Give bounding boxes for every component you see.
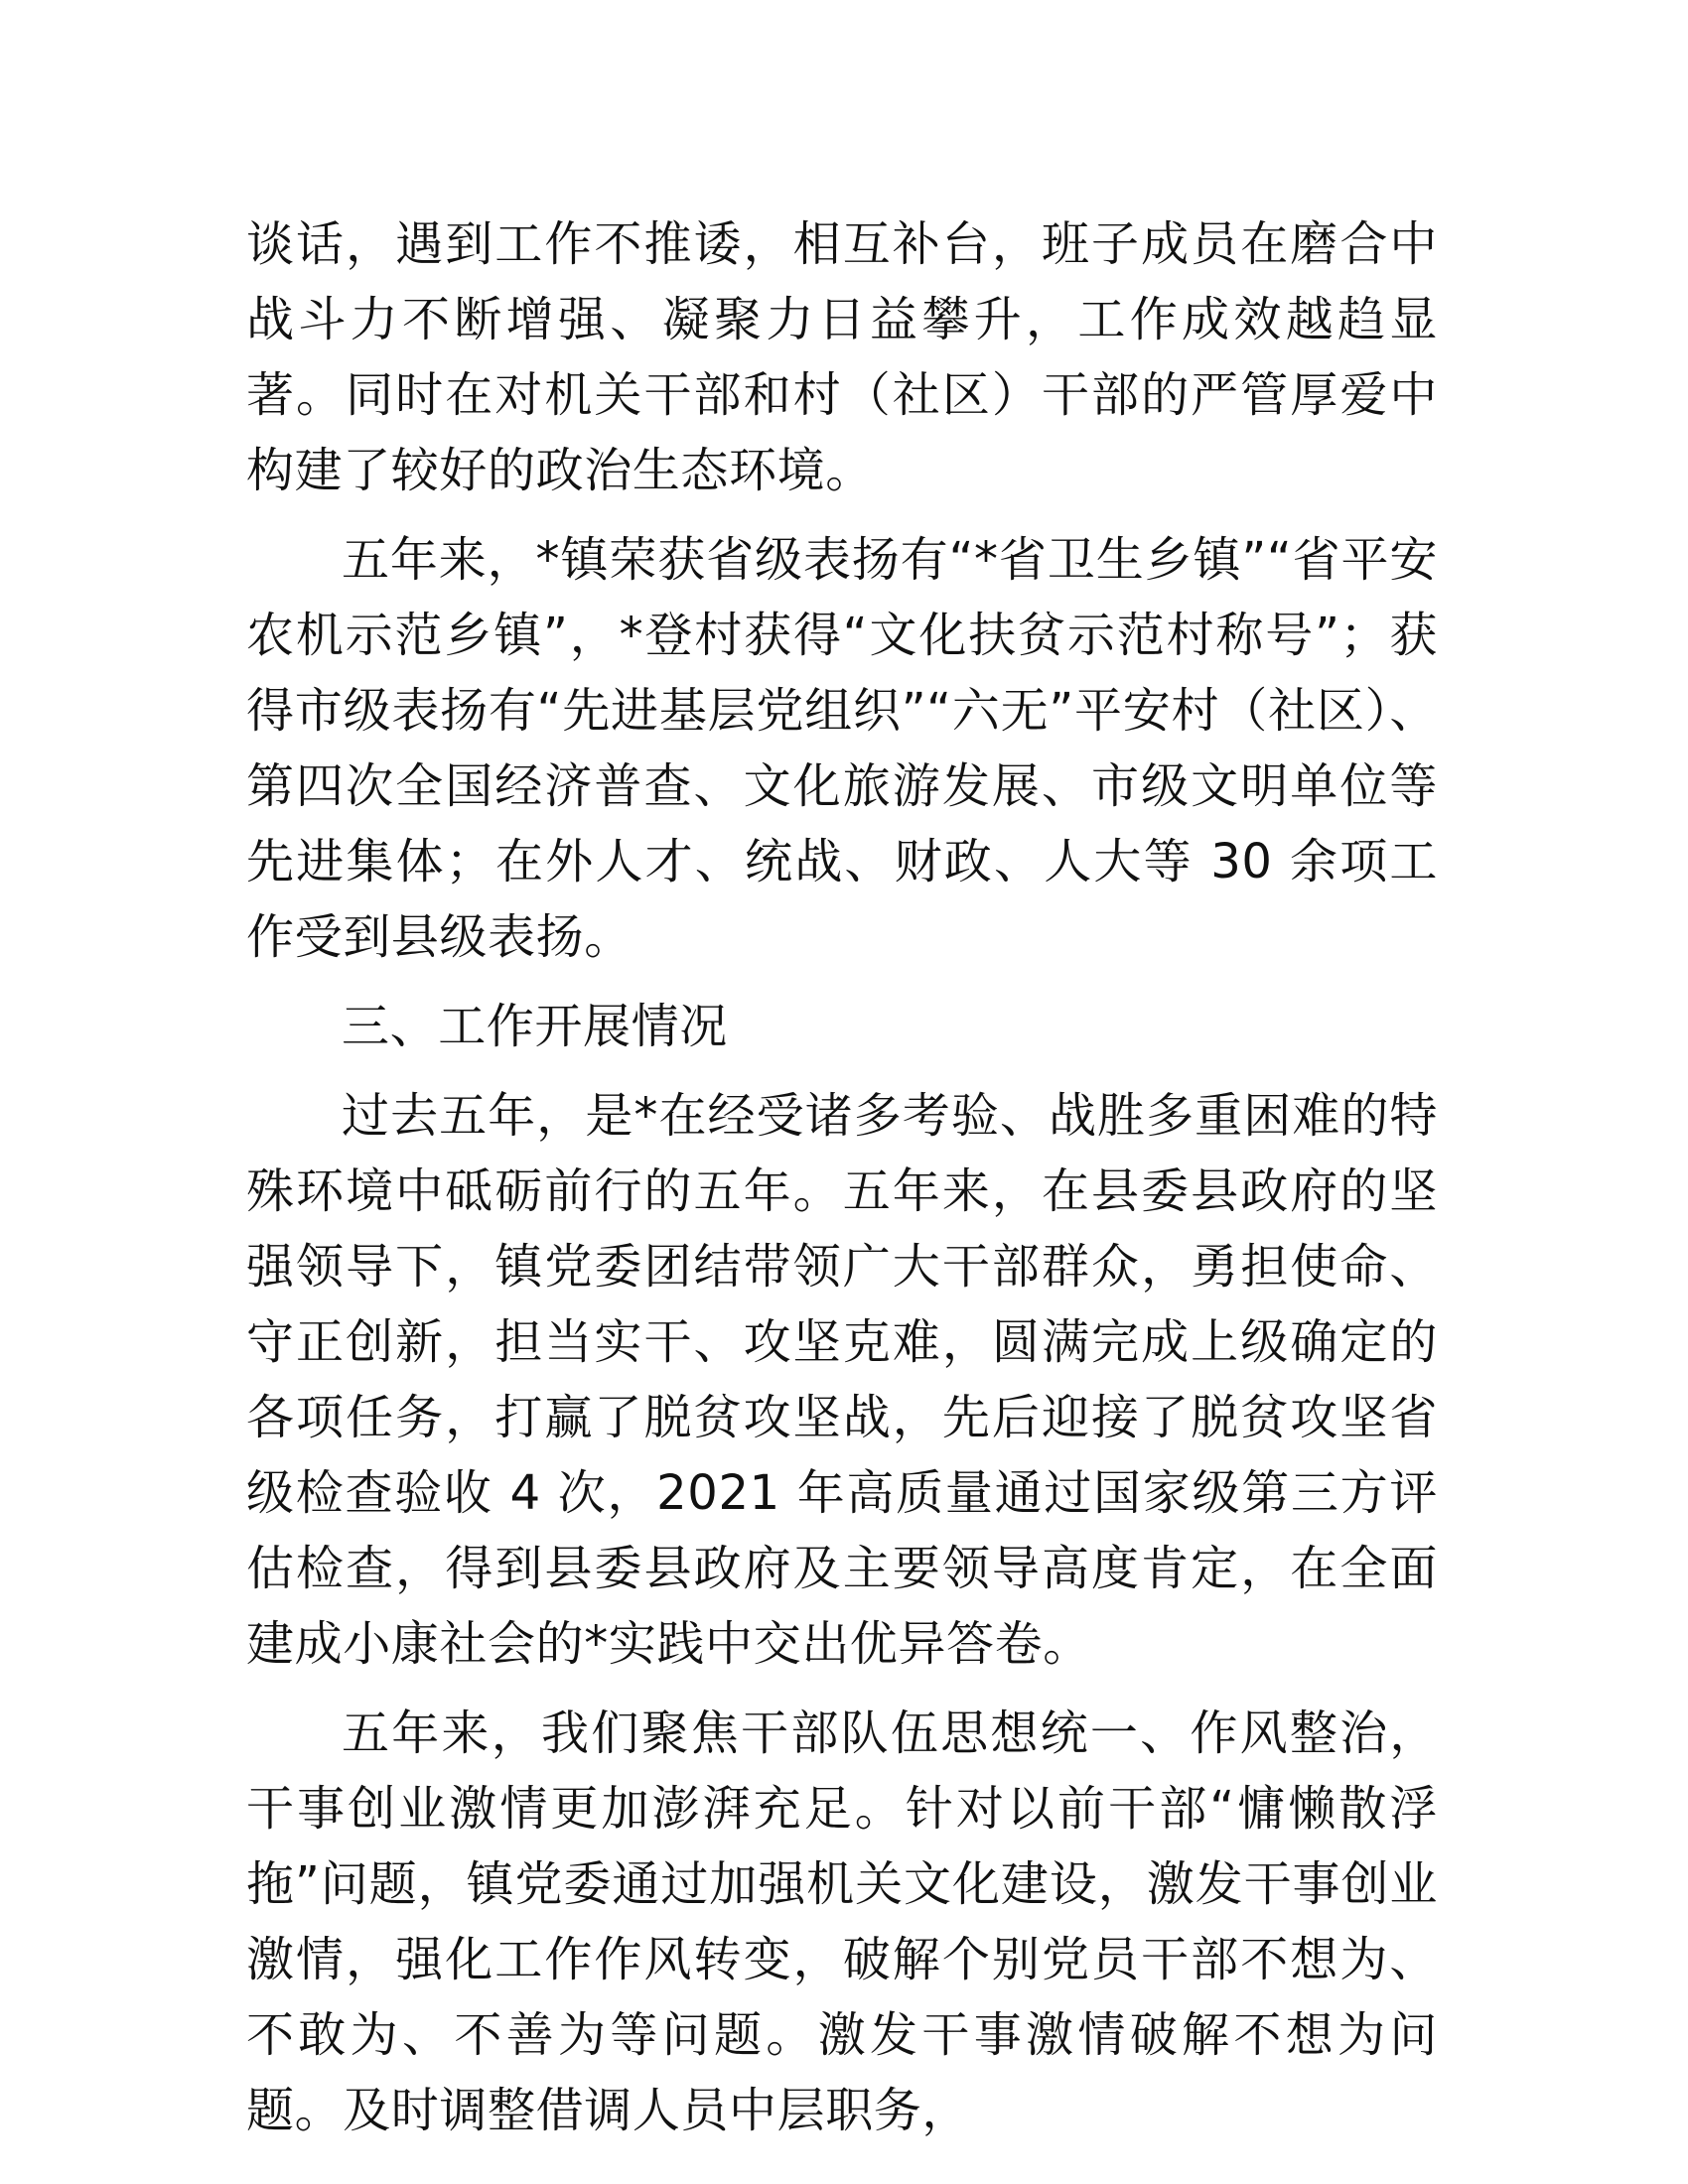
paragraph-honors: 五年来，*镇荣获省级表扬有“*省卫生乡镇”“省平安农机示范乡镇”，*登村获得“文化扶贫示范村称号”；获得市级表扬有“先进基层党组织”“六无”平安村（社区）、第四次全国经济普查、文化旅游发展、市级文明单位等先进集体；在外人才、统战、财政、人大等 30 余项工作受到县级表扬。	[246, 532, 1438, 965]
paragraph-continuation: 谈话，遇到工作不推诿，相互补台，班子成员在磨合中战斗力不断增强、凝聚力日益攀升，工作成效越趋显著。同时在对机关干部和村（社区）干部的严管厚爱中构建了较好的政治生态环境。	[246, 216, 1438, 498]
document-body	[246, 206, 1438, 2162]
paragraph-cadre-team: 五年来，我们聚焦干部队伍思想统一、作风整治，干事创业激情更加澎湃充足。针对以前干部“慵懒散浮拖”问题，镇党委通过加强机关文化建设，激发干事创业激情，强化工作作风转变，破解个别党员干部不想为、不敢为、不善为等问题。激发干事激情破解不想为问题。及时调整借调人员中层职务，	[246, 1706, 1438, 2138]
section-heading: 三、工作开展情况	[342, 999, 728, 1054]
paragraph-past-five-years: 过去五年，是*在经受诸多考验、战胜多重困难的特殊环境中砥砺前行的五年。五年来，在县委县政府的坚强领导下，镇党委团结带领广大干部群众，勇担使命、守正创新，担当实干、攻坚克难，圆满完成上级确定的各项任务，打赢了脱贫攻坚战，先后迎接了脱贫攻坚省级检查验收 4 次，2021 年高质量通过国家级第三方评估检查，得到县委县政府及主要领导高度肯定，在全面建成小康社会的*实践中交出优异答卷。	[246, 1088, 1438, 1672]
